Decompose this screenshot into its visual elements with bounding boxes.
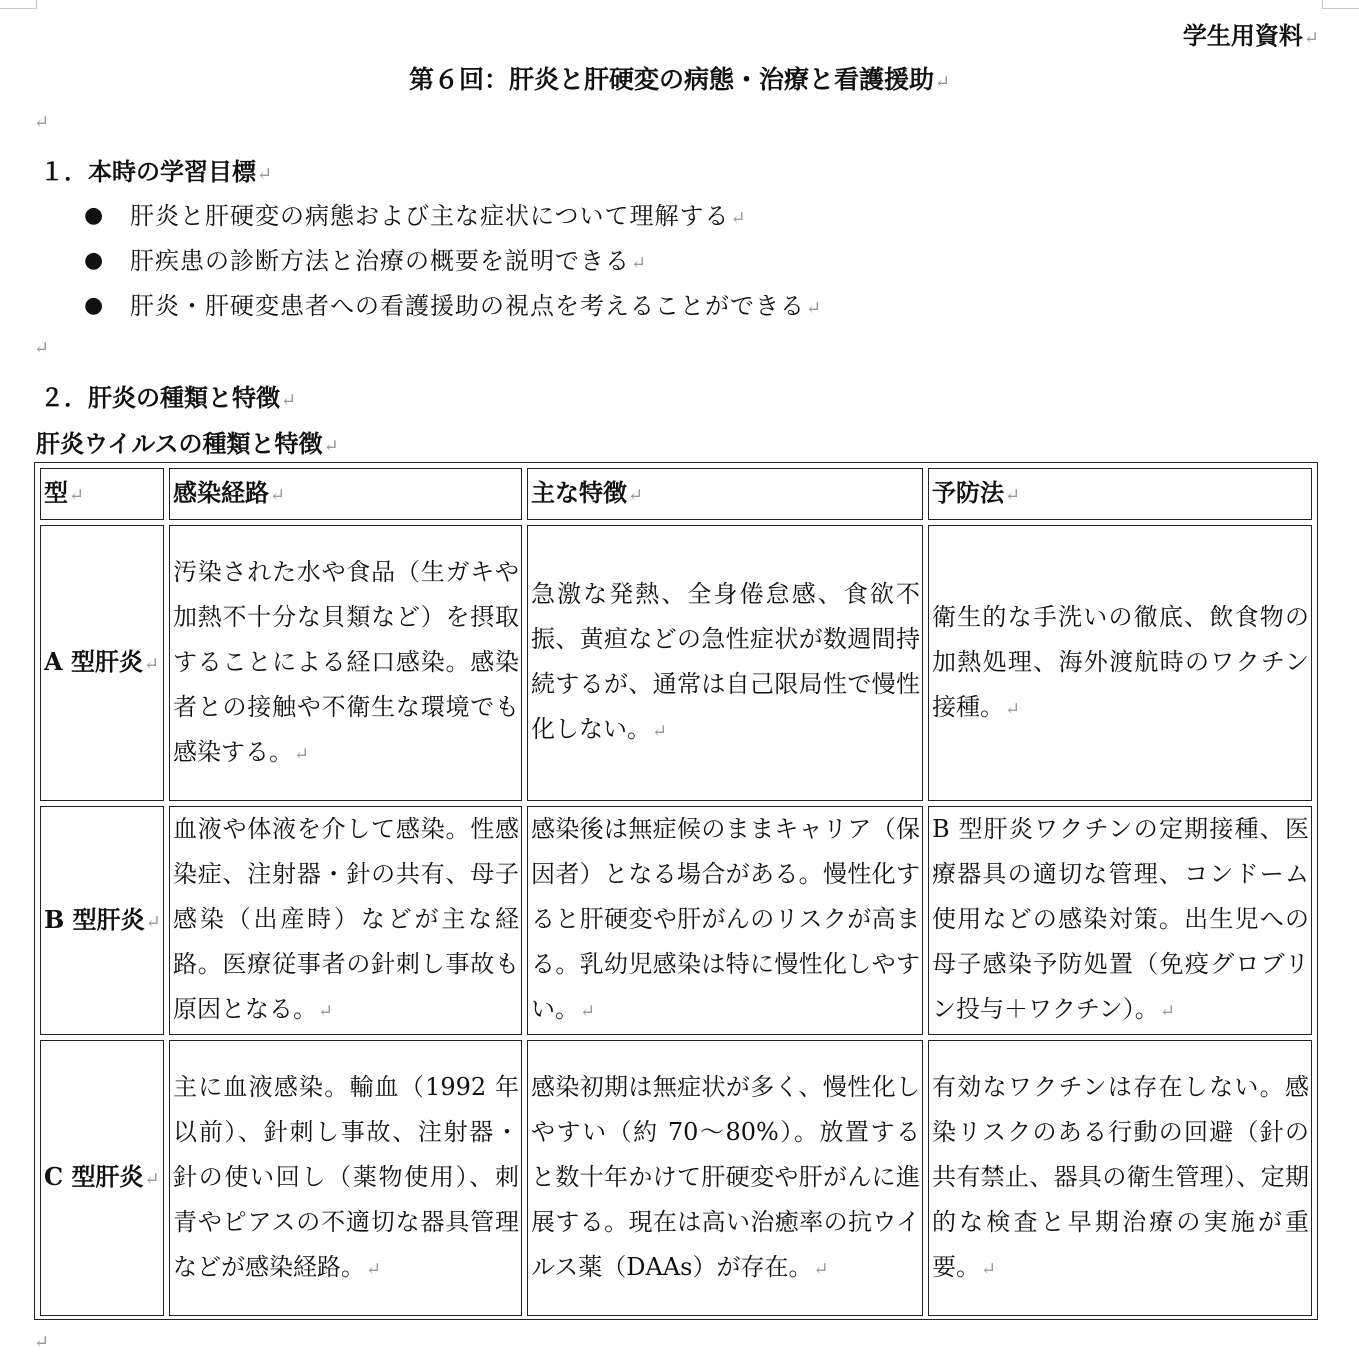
paragraph-mark-icon: ↵: [730, 208, 747, 229]
infection-route-cell: 血液や体液を介して感染。性感染症、注射器・針の共有、母子感染（出産時）などが主な経路。医療従事者の針刺し事故も原因となる。↵: [169, 806, 522, 1035]
hepatitis-type-cell: B 型肝炎↵: [40, 806, 164, 1035]
column-header-features: 主な特徴↵: [527, 468, 923, 520]
section-heading-objectives: １．本時の学習目標↵: [40, 157, 273, 186]
cell-mark-icon: ↵: [144, 1169, 160, 1190]
features-cell: 感染初期は無症状が多く、慢性化しやすい（約 70～80%）。放置すると数十年かけて肝硬変や肝がんに進展する。現在は高い治癒率の抗ウイルス薬（DAAs）が存在。↵: [527, 1040, 923, 1316]
cell-mark-icon: ↵: [318, 1001, 334, 1022]
table-row: [40, 806, 1312, 1035]
infection-route-cell: 主に血液感染。輸血（1992 年以前）、針刺し事故、注射器・針の使い回し（薬物使用）、刺青やピアスの不適切な器具管理などが感染経路。↵: [169, 1040, 522, 1316]
list-item: ● 肝炎・肝硬変患者への看護援助の視点を考えることができる↵: [84, 286, 822, 331]
empty-paragraph: ↵: [34, 112, 50, 133]
bullet-icon: ●: [84, 293, 105, 318]
paragraph-mark-icon: ↵: [934, 72, 951, 93]
infection-route-cell: 汚染された水や食品（生ガキや加熱不十分な貝類など）を摂取することによる経口感染。感染者との接触や不衛生な環境でも感染する。↵: [169, 525, 522, 801]
cell-mark-icon: ↵: [981, 1258, 997, 1280]
prevention-cell: B 型肝炎ワクチンの定期接種、医療器具の適切な管理、コンドーム使用などの感染対策。出生児への母子感染予防処置（免疫グロブリン投与＋ワクチン）。↵: [928, 806, 1312, 1035]
list-item: ● 肝炎と肝硬変の病態および主な症状について理解する↵: [84, 196, 822, 241]
cell-mark-icon: ↵: [652, 721, 668, 742]
cell-mark-icon: ↵: [813, 1258, 829, 1280]
paragraph-mark-icon: ↵: [257, 164, 273, 185]
cell-mark-icon: ↵: [1005, 485, 1021, 506]
cell-mark-icon: ↵: [145, 911, 161, 933]
bullet-icon: ●: [84, 203, 105, 228]
cell-mark-icon: ↵: [143, 654, 160, 675]
cell-mark-icon: ↵: [580, 1001, 596, 1022]
column-header-prevention: 予防法↵: [928, 468, 1312, 520]
prevention-cell: 有効なワクチンは存在しない。感染リスクのある行動の回避（針の共有禁止、器具の衛生管理）、定期的な検査と早期治療の実施が重要。↵: [928, 1040, 1312, 1316]
paragraph-mark-icon: ↵: [323, 436, 339, 457]
page-title: 第６回：肝炎と肝硬変の病態・治療と看護援助↵: [408, 65, 951, 94]
hepatitis-virus-table: [34, 462, 1318, 1320]
empty-paragraph: ↵: [34, 338, 50, 359]
bullet-icon: ●: [84, 248, 105, 273]
paragraph-mark-icon: ↵: [1303, 28, 1319, 49]
cell-mark-icon: ↵: [270, 485, 286, 506]
cell-mark-icon: ↵: [69, 485, 85, 506]
cell-mark-icon: ↵: [366, 1258, 382, 1280]
paragraph-mark-icon: ↵: [806, 298, 823, 319]
hepatitis-type-cell: C 型肝炎↵: [40, 1040, 164, 1316]
cell-mark-icon: ↵: [294, 743, 310, 765]
cell-mark-icon: ↵: [1159, 1001, 1175, 1022]
table-row: [40, 1040, 1312, 1316]
features-cell: 感染後は無症候のままキャリア（保因者）となる場合がある。慢性化すると肝硬変や肝がんのリスクが高まる。乳幼児感染は特に慢性化しやすい。↵: [527, 806, 923, 1035]
features-cell: 急激な発熱、全身倦怠感、食欲不振、黄疸などの急性症状が数週間持続するが、通常は自己限局性で慢性化しない。↵: [527, 525, 923, 801]
table-row: [40, 525, 1312, 801]
list-item: ● 肝疾患の診断方法と治療の概要を説明できる↵: [84, 241, 822, 286]
column-header-type: 型↵: [40, 468, 164, 520]
prevention-cell: 衛生的な手洗いの徹底、飲食物の加熱処理、海外渡航時のワクチン接種。↵: [928, 525, 1312, 801]
hepatitis-type-cell: A 型肝炎↵: [40, 525, 164, 801]
cell-mark-icon: ↵: [1005, 698, 1021, 720]
empty-paragraph: ↵: [34, 1332, 50, 1353]
column-header-route: 感染経路↵: [169, 468, 522, 520]
page-corner-mark-left: [0, 0, 37, 9]
table-caption: 肝炎ウイルスの種類と特徴↵: [36, 429, 339, 458]
section-heading-hepatitis-types: ２．肝炎の種類と特徴↵: [40, 383, 297, 412]
paragraph-mark-icon: ↵: [631, 253, 648, 274]
document-label: 学生用資料↵: [1182, 21, 1319, 50]
paragraph-mark-icon: ↵: [281, 390, 297, 411]
page-corner-mark-right: [1322, 0, 1359, 9]
objectives-list: [84, 196, 822, 331]
table-header-row: [40, 468, 1312, 520]
cell-mark-icon: ↵: [628, 485, 644, 506]
